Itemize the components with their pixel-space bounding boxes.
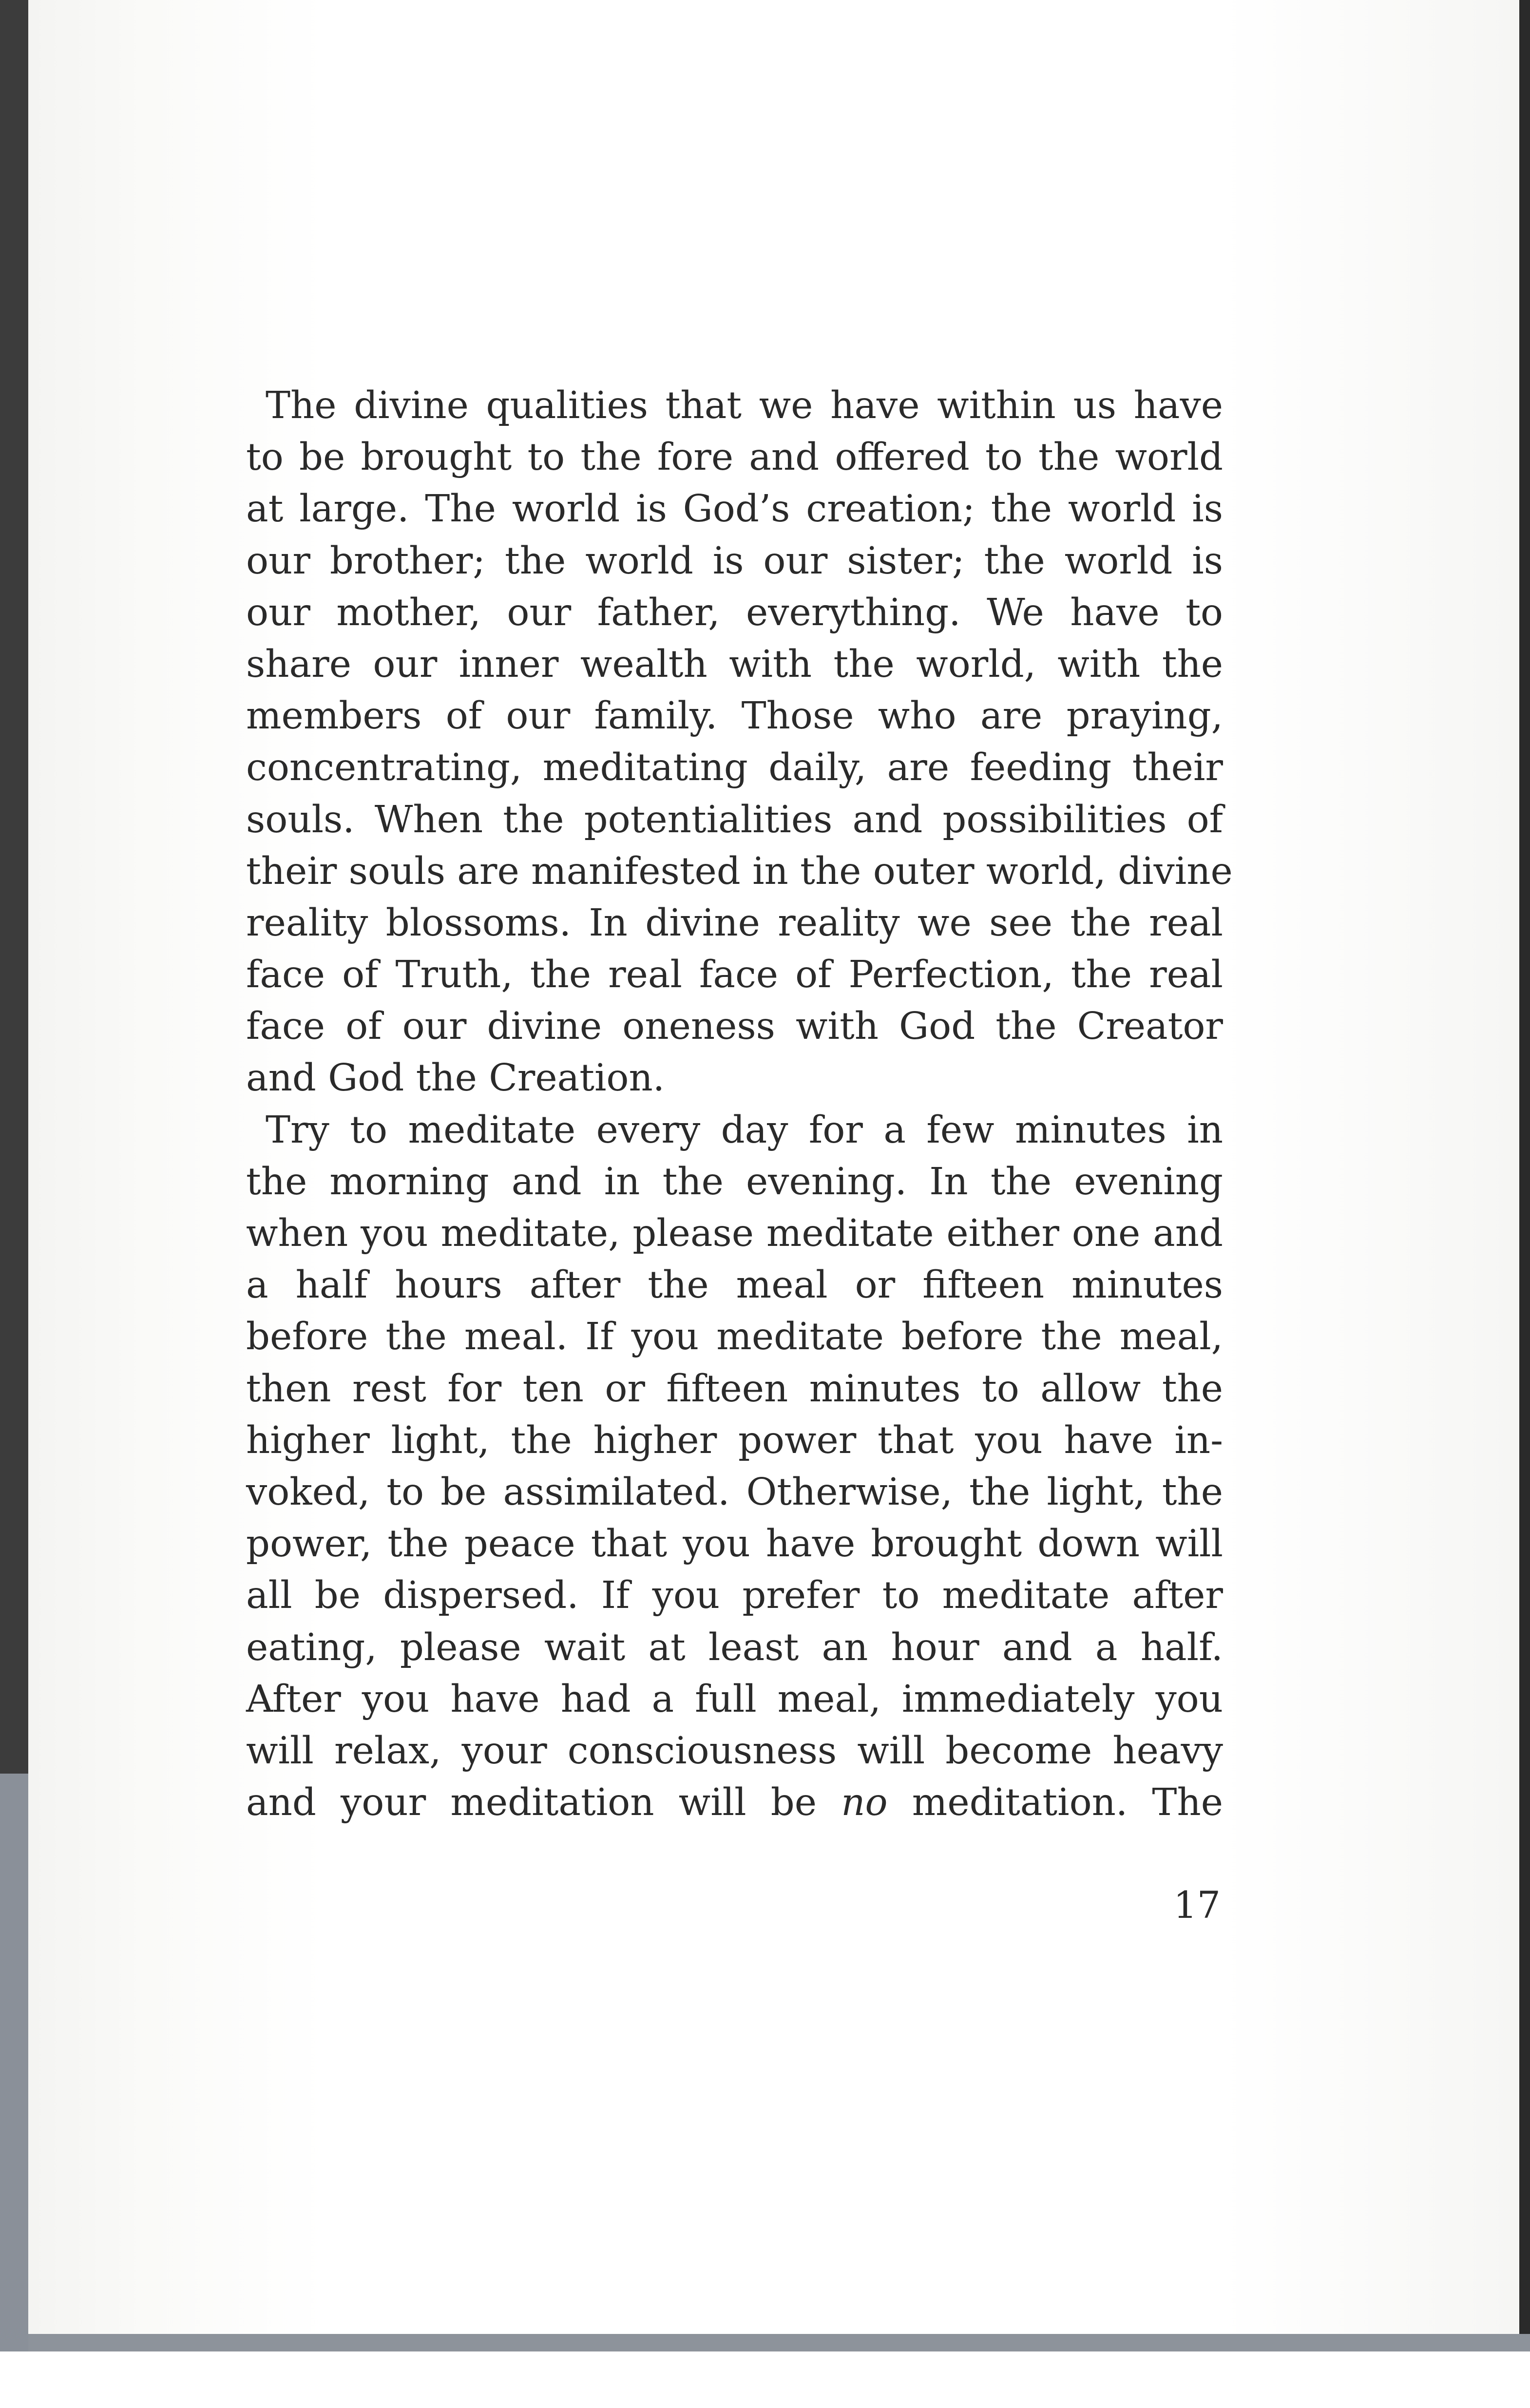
text-line: our mother, our father, everything. We have to xyxy=(246,591,1223,634)
text-line: Try to meditate every day for a few minutes in xyxy=(266,1108,1223,1152)
text-line: at large. The world is God’s creation; the world is xyxy=(246,487,1223,531)
page-number: 17 xyxy=(1173,1883,1221,1927)
text-line: eating, please wait at least an hour and a half. xyxy=(246,1625,1223,1669)
text-line: before the meal. If you meditate before the meal, xyxy=(246,1315,1223,1359)
text-line: share our inner wealth with the world, with the xyxy=(246,642,1223,686)
text-line: face of our divine oneness with God the Creator xyxy=(246,1005,1223,1049)
text-line: a half hours after the meal or fifteen minutes xyxy=(246,1263,1223,1307)
text-line: souls. When the potentialities and possibilities of xyxy=(246,798,1223,841)
text-line: to be brought to the fore and offered to the world xyxy=(246,436,1223,479)
text-line: voked, to be assimilated. Otherwise, the light, the xyxy=(246,1470,1223,1514)
body-text xyxy=(246,380,1233,1829)
text-line: reality blossoms. In divine reality we see the real xyxy=(246,901,1223,945)
text-line: concentrating, meditating daily, are feeding their xyxy=(246,746,1223,790)
text-line: higher light, the higher power that you have in- xyxy=(246,1418,1223,1462)
text-line: all be dispersed. If you prefer to meditate after xyxy=(246,1574,1223,1618)
scan-right-border xyxy=(1519,0,1530,2408)
text-line: The divine qualities that we have within us have xyxy=(266,384,1223,427)
text-line: the morning and in the evening. In the evening xyxy=(246,1160,1223,1204)
text-line: will relax, your consciousness will become heavy xyxy=(246,1729,1223,1773)
text-line: After you have had a full meal, immediately you xyxy=(246,1677,1223,1721)
paragraph-2 xyxy=(246,1105,1223,1829)
text-line: and God the Creation. xyxy=(246,1056,665,1100)
scan-bottom-margin xyxy=(0,2351,1530,2408)
text-line: and your meditation will be no meditation. The xyxy=(246,1781,1224,1825)
text-line: then rest for ten or fifteen minutes to allow the xyxy=(246,1367,1223,1411)
text-line: our brother; the world is our sister; the world is xyxy=(246,539,1223,583)
emphasis-no: no xyxy=(841,1781,888,1825)
text-line: when you meditate, please meditate either one and xyxy=(246,1212,1223,1255)
paragraph-1 xyxy=(246,380,1233,1105)
text-line: their souls are manifested in the outer world, divine xyxy=(246,849,1233,893)
text-line: face of Truth, the real face of Perfection, the real xyxy=(246,953,1223,997)
text-line: power, the peace that you have brought down will xyxy=(246,1522,1223,1566)
text-line: members of our family. Those who are praying, xyxy=(246,694,1223,738)
